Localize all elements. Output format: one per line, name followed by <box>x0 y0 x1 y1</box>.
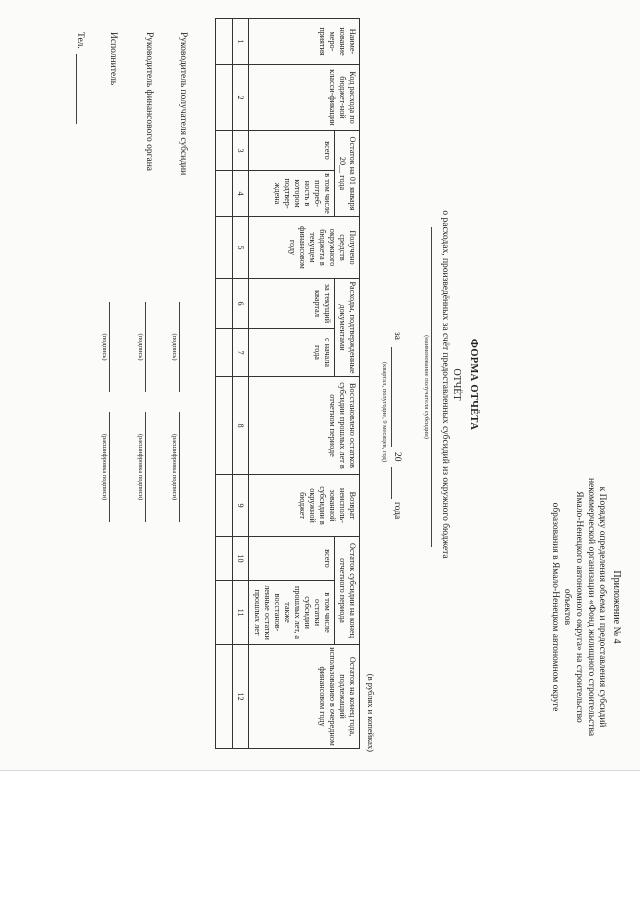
year-suffix: года <box>392 502 402 520</box>
table-cell <box>216 537 233 581</box>
period-line <box>391 347 392 447</box>
col-header-code: Код расхода по бюджет-ной класси-фикации <box>249 65 360 131</box>
report-heading: ОТЧЁТ <box>451 368 462 401</box>
decode-hint: (расшифровка подписи) <box>137 433 144 501</box>
appendix-line: некоммерческой организации «Фонд жилищного строительства <box>585 477 596 737</box>
column-number: 12 <box>233 645 249 749</box>
col-header-balance-total: всего <box>249 131 335 171</box>
executor-label: Исполнитель <box>108 32 118 86</box>
phone-label: Тел. <box>75 32 85 49</box>
column-number: 9 <box>233 475 249 537</box>
sign-hint: (подпись) <box>137 333 144 361</box>
sign-hint: (подпись) <box>171 333 178 361</box>
year-line <box>391 467 392 499</box>
appendix-line: образования в Ямало-Ненецком автономном округе <box>550 502 560 712</box>
table-cell <box>216 645 233 749</box>
col-header-balance-start: Остаток на 01 января 20__ года <box>335 131 360 217</box>
table-cell <box>216 19 233 65</box>
appendix-block <box>548 477 622 737</box>
table-cell <box>216 171 233 217</box>
col-header-restored: Восстановлено остатков субсидии прошлых лет в отчетном периоде <box>249 377 360 475</box>
table-cell <box>216 581 233 645</box>
recipient-name-hint: (наименование получателя субсидии) <box>423 335 430 439</box>
report-table <box>215 18 360 749</box>
column-numbers-row <box>233 19 249 749</box>
table-header-row <box>335 19 360 749</box>
column-number: 4 <box>233 171 249 217</box>
col-header-exp-year: с начала года <box>249 329 335 377</box>
col-header-balance-end-incl: в том числе остатки субсидии прошлых лет, а также восстанов-ленные остатки прошлых лет <box>249 581 335 645</box>
table-row <box>216 19 233 749</box>
year-prefix: 20 <box>392 452 402 462</box>
table-cell <box>216 475 233 537</box>
appendix-line: Ямало-Ненецкого автономного округа» на строительство объектов <box>561 491 584 723</box>
column-number: 8 <box>233 377 249 475</box>
appendix-title: Приложение № 4 <box>611 570 622 644</box>
table-cell <box>216 131 233 171</box>
appendix-line: к Порядку определения объема и предоставления субсидий <box>597 486 608 728</box>
column-number: 1 <box>233 19 249 65</box>
col-header-returned: Возврат неисполь-зованной субсидии в окружной бюджет <box>249 475 360 537</box>
table-cell <box>216 377 233 475</box>
table-cell <box>216 329 233 377</box>
col-header-balance-need: в том числе потреб-ность в котором подтвер-ждена <box>249 171 335 217</box>
period-prefix: за <box>392 332 402 340</box>
units-note: (в рублях и копейках) <box>366 673 376 752</box>
form-title: ФОРМА ОТЧЁТА <box>468 338 479 431</box>
phone-line <box>76 54 77 124</box>
head-recipient-label: Руководитель получателя субсидии <box>178 32 188 176</box>
column-number: 5 <box>233 217 249 279</box>
column-number: 7 <box>233 329 249 377</box>
rotated-document <box>10 12 630 757</box>
decode-hint: (расшифровка подписи) <box>101 433 108 501</box>
head-finance-decode-line <box>145 412 146 522</box>
col-header-balance-next: Остаток на конец года, подлежащий использованию в очередном финансовом году <box>249 645 360 749</box>
executor-decode-line <box>109 412 110 522</box>
recipient-name-line <box>431 227 432 547</box>
column-number: 2 <box>233 65 249 131</box>
sign-hint: (подпись) <box>101 333 108 361</box>
column-number: 10 <box>233 537 249 581</box>
decode-hint: (расшифровка подписи) <box>171 433 178 501</box>
column-number: 3 <box>233 131 249 171</box>
head-finance-label: Руководитель финансового органа <box>144 32 154 172</box>
head-recipient-decode-line <box>179 412 180 522</box>
col-header-name: Наиме-нование меро-приятия <box>249 19 360 65</box>
table-cell <box>216 65 233 131</box>
executor-sign-line <box>109 302 110 392</box>
col-header-received: Получено средств окружного бюджета в текущем финансовом году <box>249 217 360 279</box>
head-finance-sign-line <box>145 302 146 392</box>
col-header-exp-quarter: за текущий квартал <box>249 279 335 329</box>
col-header-expenses: Расходы, подтвержденные документами <box>335 279 360 377</box>
table-cell <box>216 279 233 329</box>
column-number: 6 <box>233 279 249 329</box>
period-hint: (квартал, полугодие, 9 месяцев, год) <box>381 362 388 462</box>
report-description: о расходах, произведённых за счёт предоставленных субсидий из окружного бюджета <box>440 210 450 559</box>
table-cell <box>216 217 233 279</box>
col-header-balance-end: Остаток субсидии на конец отчетного периода <box>335 537 360 645</box>
column-number: 11 <box>233 581 249 645</box>
blank-area <box>0 771 640 905</box>
head-recipient-sign-line <box>179 302 180 392</box>
col-header-balance-end-total: всего <box>249 537 335 581</box>
